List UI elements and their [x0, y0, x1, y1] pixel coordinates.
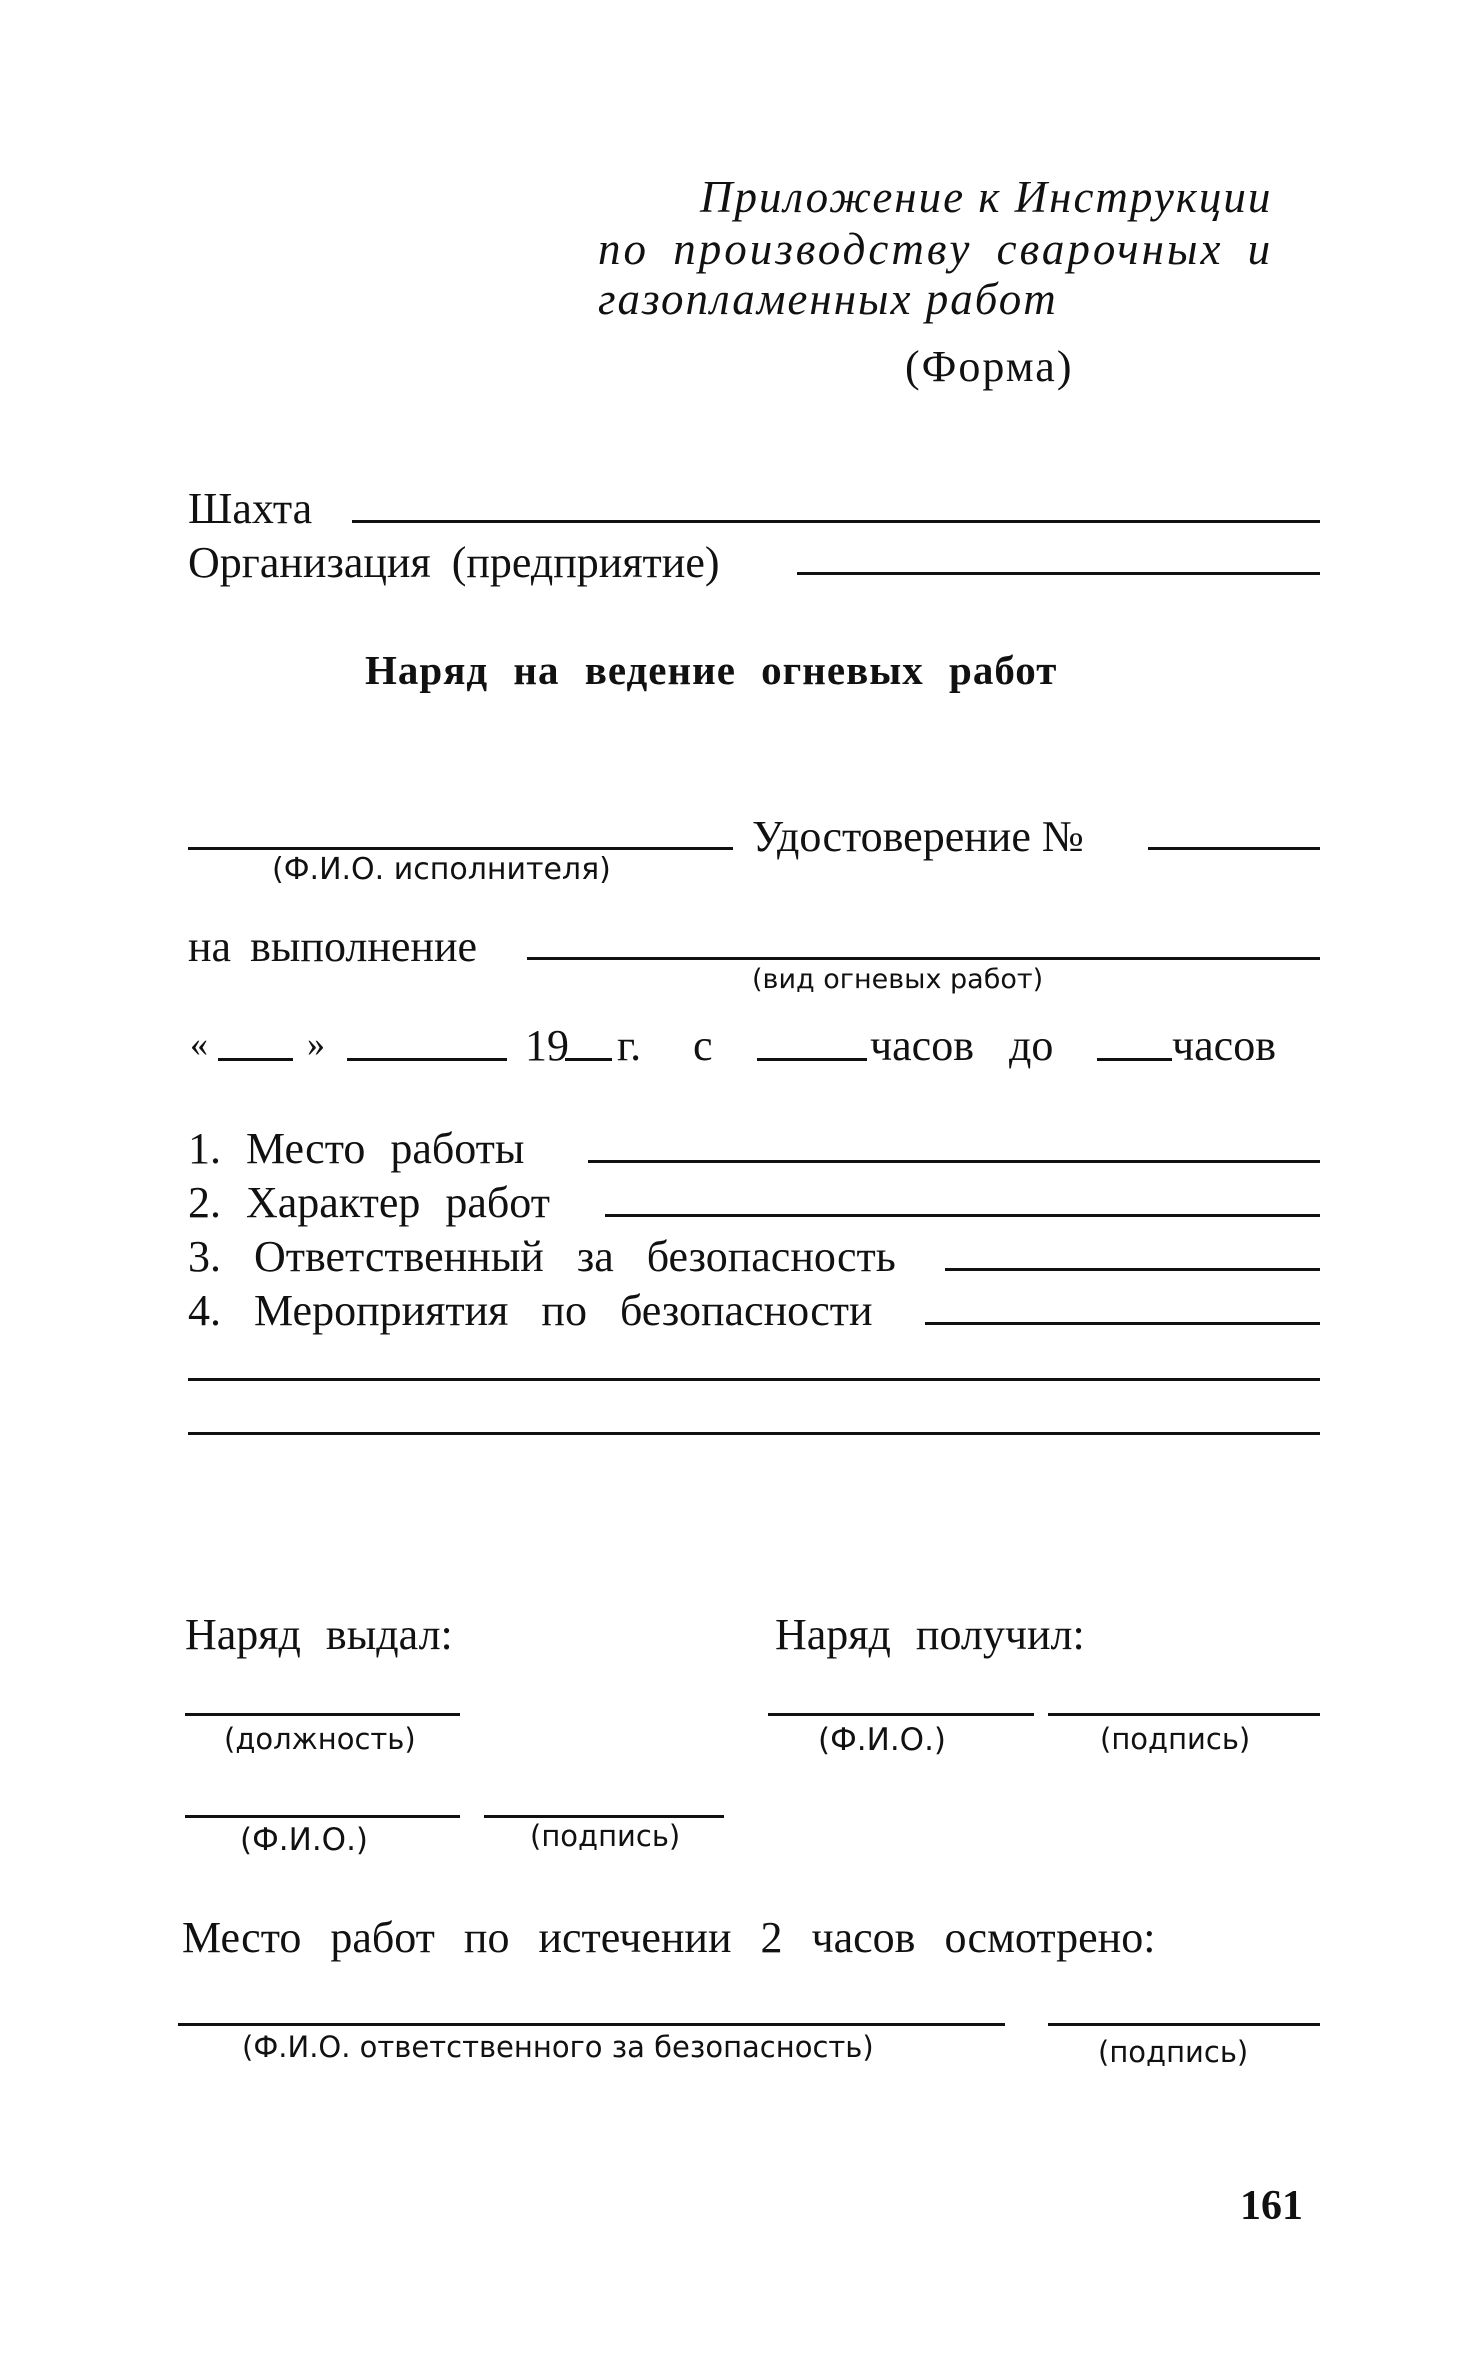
organization-label: Организация (предприятие) [188, 538, 720, 587]
organization-field-line[interactable] [797, 572, 1320, 575]
work-type-line[interactable] [527, 957, 1320, 960]
item-3-line[interactable] [945, 1268, 1320, 1271]
executor-name-line[interactable] [188, 847, 733, 850]
item-3-label: 3. Ответственный за безопасность [188, 1232, 896, 1281]
year-suffix: г. [617, 1021, 642, 1070]
date-open-quote: « [190, 1024, 208, 1064]
item-2-line[interactable] [605, 1214, 1320, 1217]
received-label: Наряд получил: [775, 1610, 1085, 1659]
executor-caption: (Ф.И.О. исполнителя) [272, 852, 611, 887]
day-line[interactable] [218, 1058, 293, 1061]
mine-label: Шахта [188, 484, 313, 533]
form-label: (Форма) [905, 342, 1074, 391]
item-1-label: 1. Место работы [188, 1124, 525, 1173]
extra-line-2[interactable] [188, 1432, 1320, 1435]
work-type-caption: (вид огневых работ) [752, 964, 1044, 995]
issued-position-caption: (должность) [224, 1722, 416, 1756]
issued-name-line[interactable] [185, 1815, 460, 1818]
item-2-label: 2. Характер работ [188, 1178, 550, 1227]
item-4-label: 4. Мероприятия по безопасности [188, 1286, 873, 1335]
issued-position-line[interactable] [185, 1713, 460, 1716]
issued-name-caption: (Ф.И.О.) [240, 1822, 369, 1858]
from-label: с [693, 1021, 713, 1070]
certificate-number-line[interactable] [1148, 847, 1320, 850]
hours-to-label: часов до [870, 1021, 1054, 1070]
inspection-sign-caption: (подпись) [1098, 2035, 1249, 2069]
document-title: Наряд на ведение огневых работ [365, 647, 1058, 693]
hours-label: часов [1172, 1021, 1276, 1070]
appendix-line-3: газопламенных работ [598, 274, 1058, 324]
page-number: 161 [1240, 2183, 1303, 2229]
issued-sign-line[interactable] [484, 1815, 724, 1818]
item-4-line[interactable] [925, 1322, 1320, 1325]
month-line[interactable] [347, 1058, 507, 1061]
received-sign-caption: (подпись) [1100, 1722, 1251, 1756]
year-prefix: 19 [525, 1021, 569, 1070]
hours-from-line[interactable] [757, 1058, 867, 1061]
inspection-name-caption: (Ф.И.О. ответственного за безопасность) [242, 2030, 874, 2064]
date-close-quote: » [307, 1024, 325, 1064]
certificate-label: Удостоверение № [752, 812, 1084, 861]
hours-to-line[interactable] [1097, 1058, 1172, 1061]
inspection-sign-line[interactable] [1048, 2023, 1320, 2026]
received-name-caption: (Ф.И.О.) [818, 1722, 947, 1758]
mine-field-line[interactable] [352, 520, 1320, 523]
item-1-line[interactable] [588, 1160, 1320, 1163]
appendix-line-2: по производству сварочных и [598, 224, 1274, 274]
received-sign-line[interactable] [1048, 1713, 1320, 1716]
received-name-line[interactable] [768, 1713, 1034, 1716]
extra-line-1[interactable] [188, 1378, 1320, 1381]
inspection-name-line[interactable] [178, 2023, 1005, 2026]
work-label: на выполнение [188, 922, 478, 971]
inspection-label: Место работ по истечении 2 часов осмотрено: [182, 1913, 1156, 1962]
issued-label: Наряд выдал: [185, 1610, 453, 1659]
issued-sign-caption: (подпись) [530, 1819, 681, 1853]
year-line[interactable] [565, 1058, 612, 1061]
appendix-line-1: Приложение к Инструкции [700, 172, 1273, 222]
